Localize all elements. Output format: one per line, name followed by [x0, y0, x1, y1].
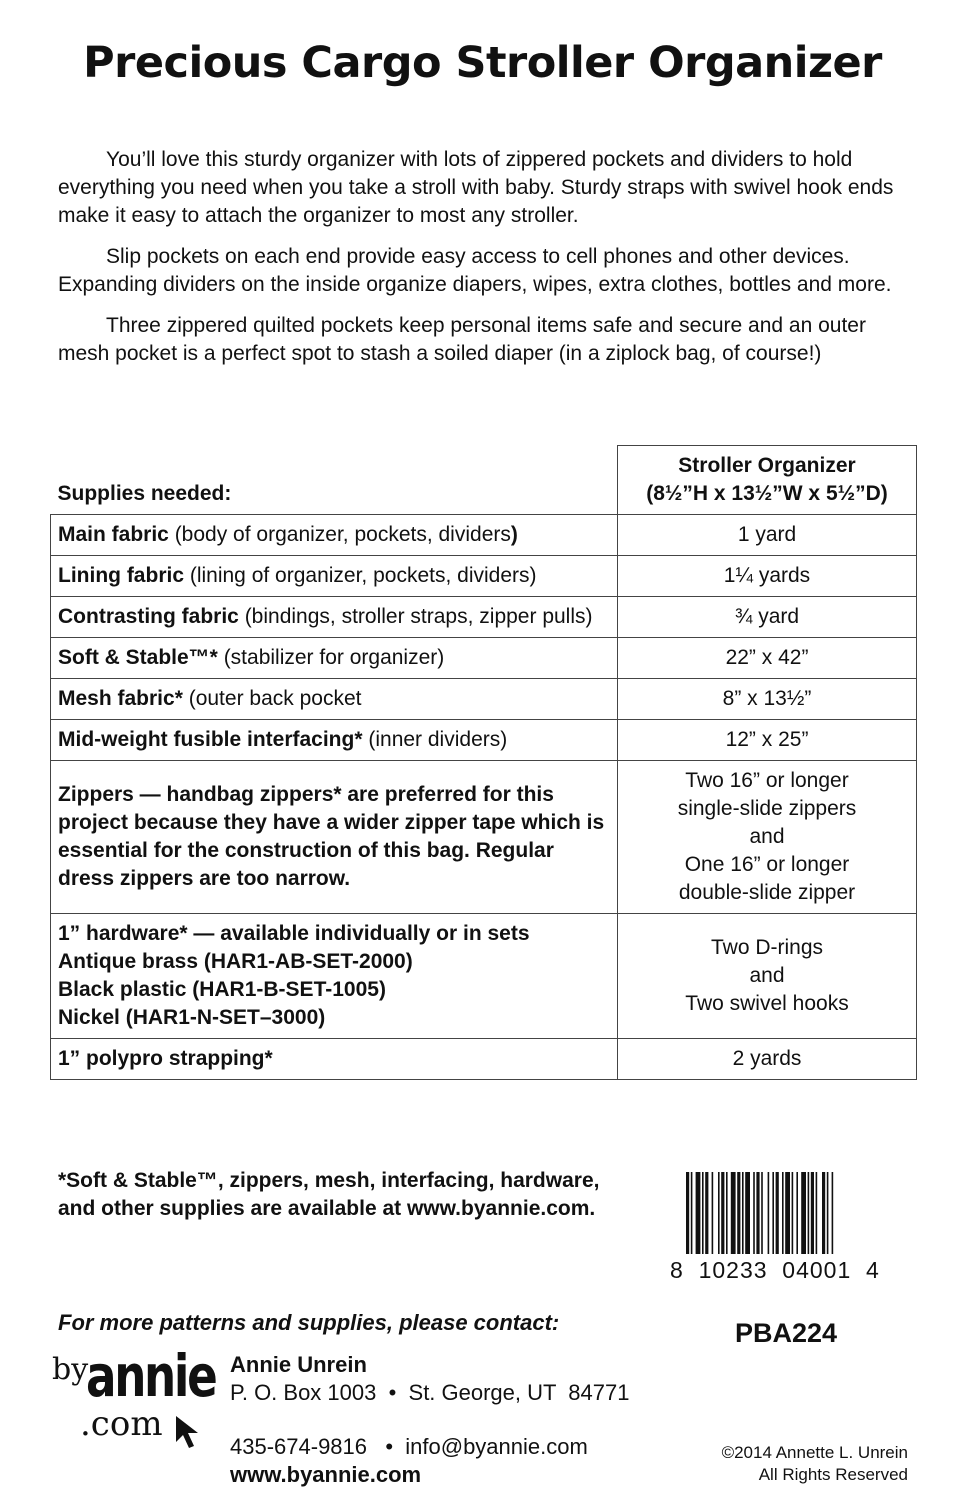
supply-item: [51, 1039, 618, 1080]
page-title: Precious Cargo Stroller Organizer: [83, 38, 882, 88]
supply-item-name: Contrasting fabric: [58, 605, 239, 628]
barcode-bar: [705, 1172, 708, 1254]
supply-amount: [618, 720, 917, 761]
barcode-bar: [785, 1172, 790, 1254]
table-row: [51, 914, 917, 1039]
barcode-bar: [721, 1172, 724, 1254]
barcode-bar: [712, 1172, 714, 1254]
barcode-bar: [832, 1172, 834, 1254]
intro-paragraph: Three zippered quilted pockets keep personal items safe and secure and an outer mesh pocket is a perfect spot to stash a soiled diaper (in a ziplock bag, of course!): [58, 314, 866, 365]
supply-item-name: Mesh fabric*: [58, 687, 183, 710]
product-code: PBA224: [735, 1318, 838, 1348]
supply-item-name: Soft & Stable™*: [58, 646, 218, 669]
barcode-bar: [753, 1172, 755, 1254]
supply-item: [51, 638, 618, 679]
supply-amount-line: and: [749, 825, 785, 848]
supply-amount-line: 12” x 25”: [725, 728, 809, 751]
barcode-bar: [731, 1172, 736, 1254]
barcode-bar: [737, 1172, 740, 1254]
table-row: [51, 556, 917, 597]
supply-item: [51, 556, 618, 597]
supply-amount-line: Two 16” or longer: [685, 769, 849, 792]
supply-item-name: Zippers — handbag zippers* are preferred for this project because they have a wider zipper tape which is essential for the construction of this bag. Regular dress zippers are too narrow.: [58, 783, 605, 890]
copyright: [660, 1442, 908, 1486]
barcode-bar: [822, 1172, 825, 1254]
column-size: (8½”H x 13½”W x 5½”D): [646, 482, 888, 505]
barcode-bar: [686, 1172, 689, 1254]
supply-item-name: Main fabric: [58, 523, 169, 546]
barcode-bar: [702, 1172, 704, 1254]
supply-item-option: Black plastic (HAR1-B-SET-1005): [58, 978, 386, 1001]
supply-amount: [618, 638, 917, 679]
supply-item-name: Mid-weight fusible interfacing*: [58, 728, 363, 751]
barcode-bar: [696, 1172, 701, 1254]
supply-amount-line: 2 yards: [732, 1047, 802, 1070]
table-row: [51, 515, 917, 556]
barcode-bar: [792, 1172, 794, 1254]
contact-address: [230, 1351, 629, 1489]
table-row: [51, 597, 917, 638]
contact-name: Annie Unrein: [230, 1352, 367, 1377]
table-row: [51, 679, 917, 720]
supplies-rows: [51, 515, 917, 1080]
supply-item-note-end: ): [510, 523, 518, 546]
copyright-line: All Rights Reserved: [758, 1465, 908, 1484]
supply-item-note: (body of organizer, pockets, dividers: [168, 523, 511, 546]
supply-item-note: (bindings, stroller straps, zipper pulls): [238, 605, 593, 628]
supply-amount-line: 1 yard: [737, 523, 797, 546]
supply-item: [51, 679, 618, 720]
barcode-bar: [745, 1172, 750, 1254]
intro-paragraph: You’ll love this sturdy organizer with lots of zippered pockets and dividers to hold everything you need when you take a stroll with baby. Sturdy straps with swivel hook ends make it easy to attach the organizer to most any stroller.: [58, 148, 894, 227]
supply-item-option: Antique brass (HAR1-AB-SET-2000): [58, 950, 413, 973]
supply-amount-line: 8” x 13½”: [722, 687, 812, 710]
table-row: [51, 720, 917, 761]
supply-amount: [618, 515, 917, 556]
supply-item: [51, 720, 618, 761]
barcode-bar: [776, 1172, 779, 1254]
supply-item-note: (stabilizer for organizer): [217, 646, 445, 669]
supply-amount: [618, 556, 917, 597]
supply-amount: [618, 914, 917, 1039]
barcode-bar: [827, 1172, 829, 1254]
supply-amount-line: One 16” or longer: [684, 853, 850, 876]
contact-phone-email: 435-674-9816 • info@byannie.com: [230, 1434, 588, 1459]
supply-amount-line: 22” x 42”: [725, 646, 809, 669]
supply-amount: [618, 761, 917, 914]
supply-item-note: (lining of organizer, pockets, dividers): [184, 564, 537, 587]
intro-paragraph: Slip pockets on each end provide easy access to cell phones and other devices. Expanding dividers on the inside organize diapers, wipes, extra clothes, bottles and more.: [58, 245, 892, 296]
supply-amount-line: 1¼ yards: [723, 564, 811, 587]
supply-item-name: 1” hardware* — available individually or in sets: [58, 922, 530, 945]
column-header: [618, 446, 917, 515]
barcode-bar: [761, 1172, 763, 1254]
table-row: [51, 638, 917, 679]
supply-item-note: (inner dividers): [362, 728, 508, 751]
supply-item: [51, 914, 618, 1039]
supply-amount-line: ¾ yard: [734, 605, 800, 628]
supplies-label: Supplies needed:: [51, 446, 618, 515]
contact-heading: For more patterns and supplies, please contact:: [58, 1310, 560, 1335]
table-header-row: [51, 446, 917, 515]
barcode-bar: [782, 1172, 784, 1254]
footnote: *Soft & Stable™, zippers, mesh, interfacing, hardware, and other supplies are available at www.byannie.com.: [58, 1169, 600, 1220]
barcode-number: 8 10233 04001 4: [670, 1257, 880, 1283]
column-title: Stroller Organizer: [678, 454, 856, 477]
contact-mailing: P. O. Box 1003 • St. George, UT 84771: [230, 1380, 630, 1405]
supply-item-name: 1” polypro strapping*: [58, 1047, 273, 1070]
barcode-bar: [811, 1172, 814, 1254]
cursor-arrow-icon: [174, 1414, 204, 1450]
supply-item-option: Nickel (HAR1-N-SET–3000): [58, 1006, 326, 1029]
barcode-bar: [808, 1172, 810, 1254]
logo-com: .com: [80, 1404, 163, 1444]
byannie-logo: [50, 1342, 220, 1462]
supply-item: [51, 761, 618, 914]
supply-amount: [618, 1039, 917, 1080]
barcode-bar: [756, 1172, 759, 1254]
barcode-bar: [801, 1172, 806, 1254]
table-row: [51, 761, 917, 914]
supply-amount-line: and: [749, 964, 785, 987]
logo-annie: annie: [86, 1342, 216, 1410]
supply-amount-line: double-slide zipper: [678, 881, 856, 904]
logo-by: by: [52, 1352, 89, 1387]
supply-amount-line: single-slide zippers: [677, 797, 857, 820]
supply-amount-line: Two swivel hooks: [685, 992, 849, 1015]
barcode-bar: [816, 1172, 818, 1254]
barcode-bar: [691, 1172, 693, 1254]
copyright-line: ©2014 Annette L. Unrein: [721, 1443, 908, 1462]
supply-amount: [618, 597, 917, 638]
intro-text: [58, 146, 918, 381]
barcode-bar: [742, 1172, 744, 1254]
supply-item: [51, 597, 618, 638]
supplies-table: [50, 445, 917, 1080]
barcode-bar: [772, 1172, 774, 1254]
table-row: [51, 1039, 917, 1080]
barcode-bar: [768, 1172, 770, 1254]
barcode: [686, 1172, 906, 1254]
barcode-bar: [726, 1172, 728, 1254]
supply-amount: [618, 679, 917, 720]
supply-amount-line: Two D-rings: [710, 936, 824, 959]
supply-item: [51, 515, 618, 556]
contact-website: www.byannie.com: [230, 1462, 422, 1487]
barcode-bar: [796, 1172, 798, 1254]
supply-item-note: (outer back pocket: [182, 687, 362, 710]
supply-item-name: Lining fabric: [58, 564, 184, 587]
barcode-bar: [718, 1172, 720, 1254]
